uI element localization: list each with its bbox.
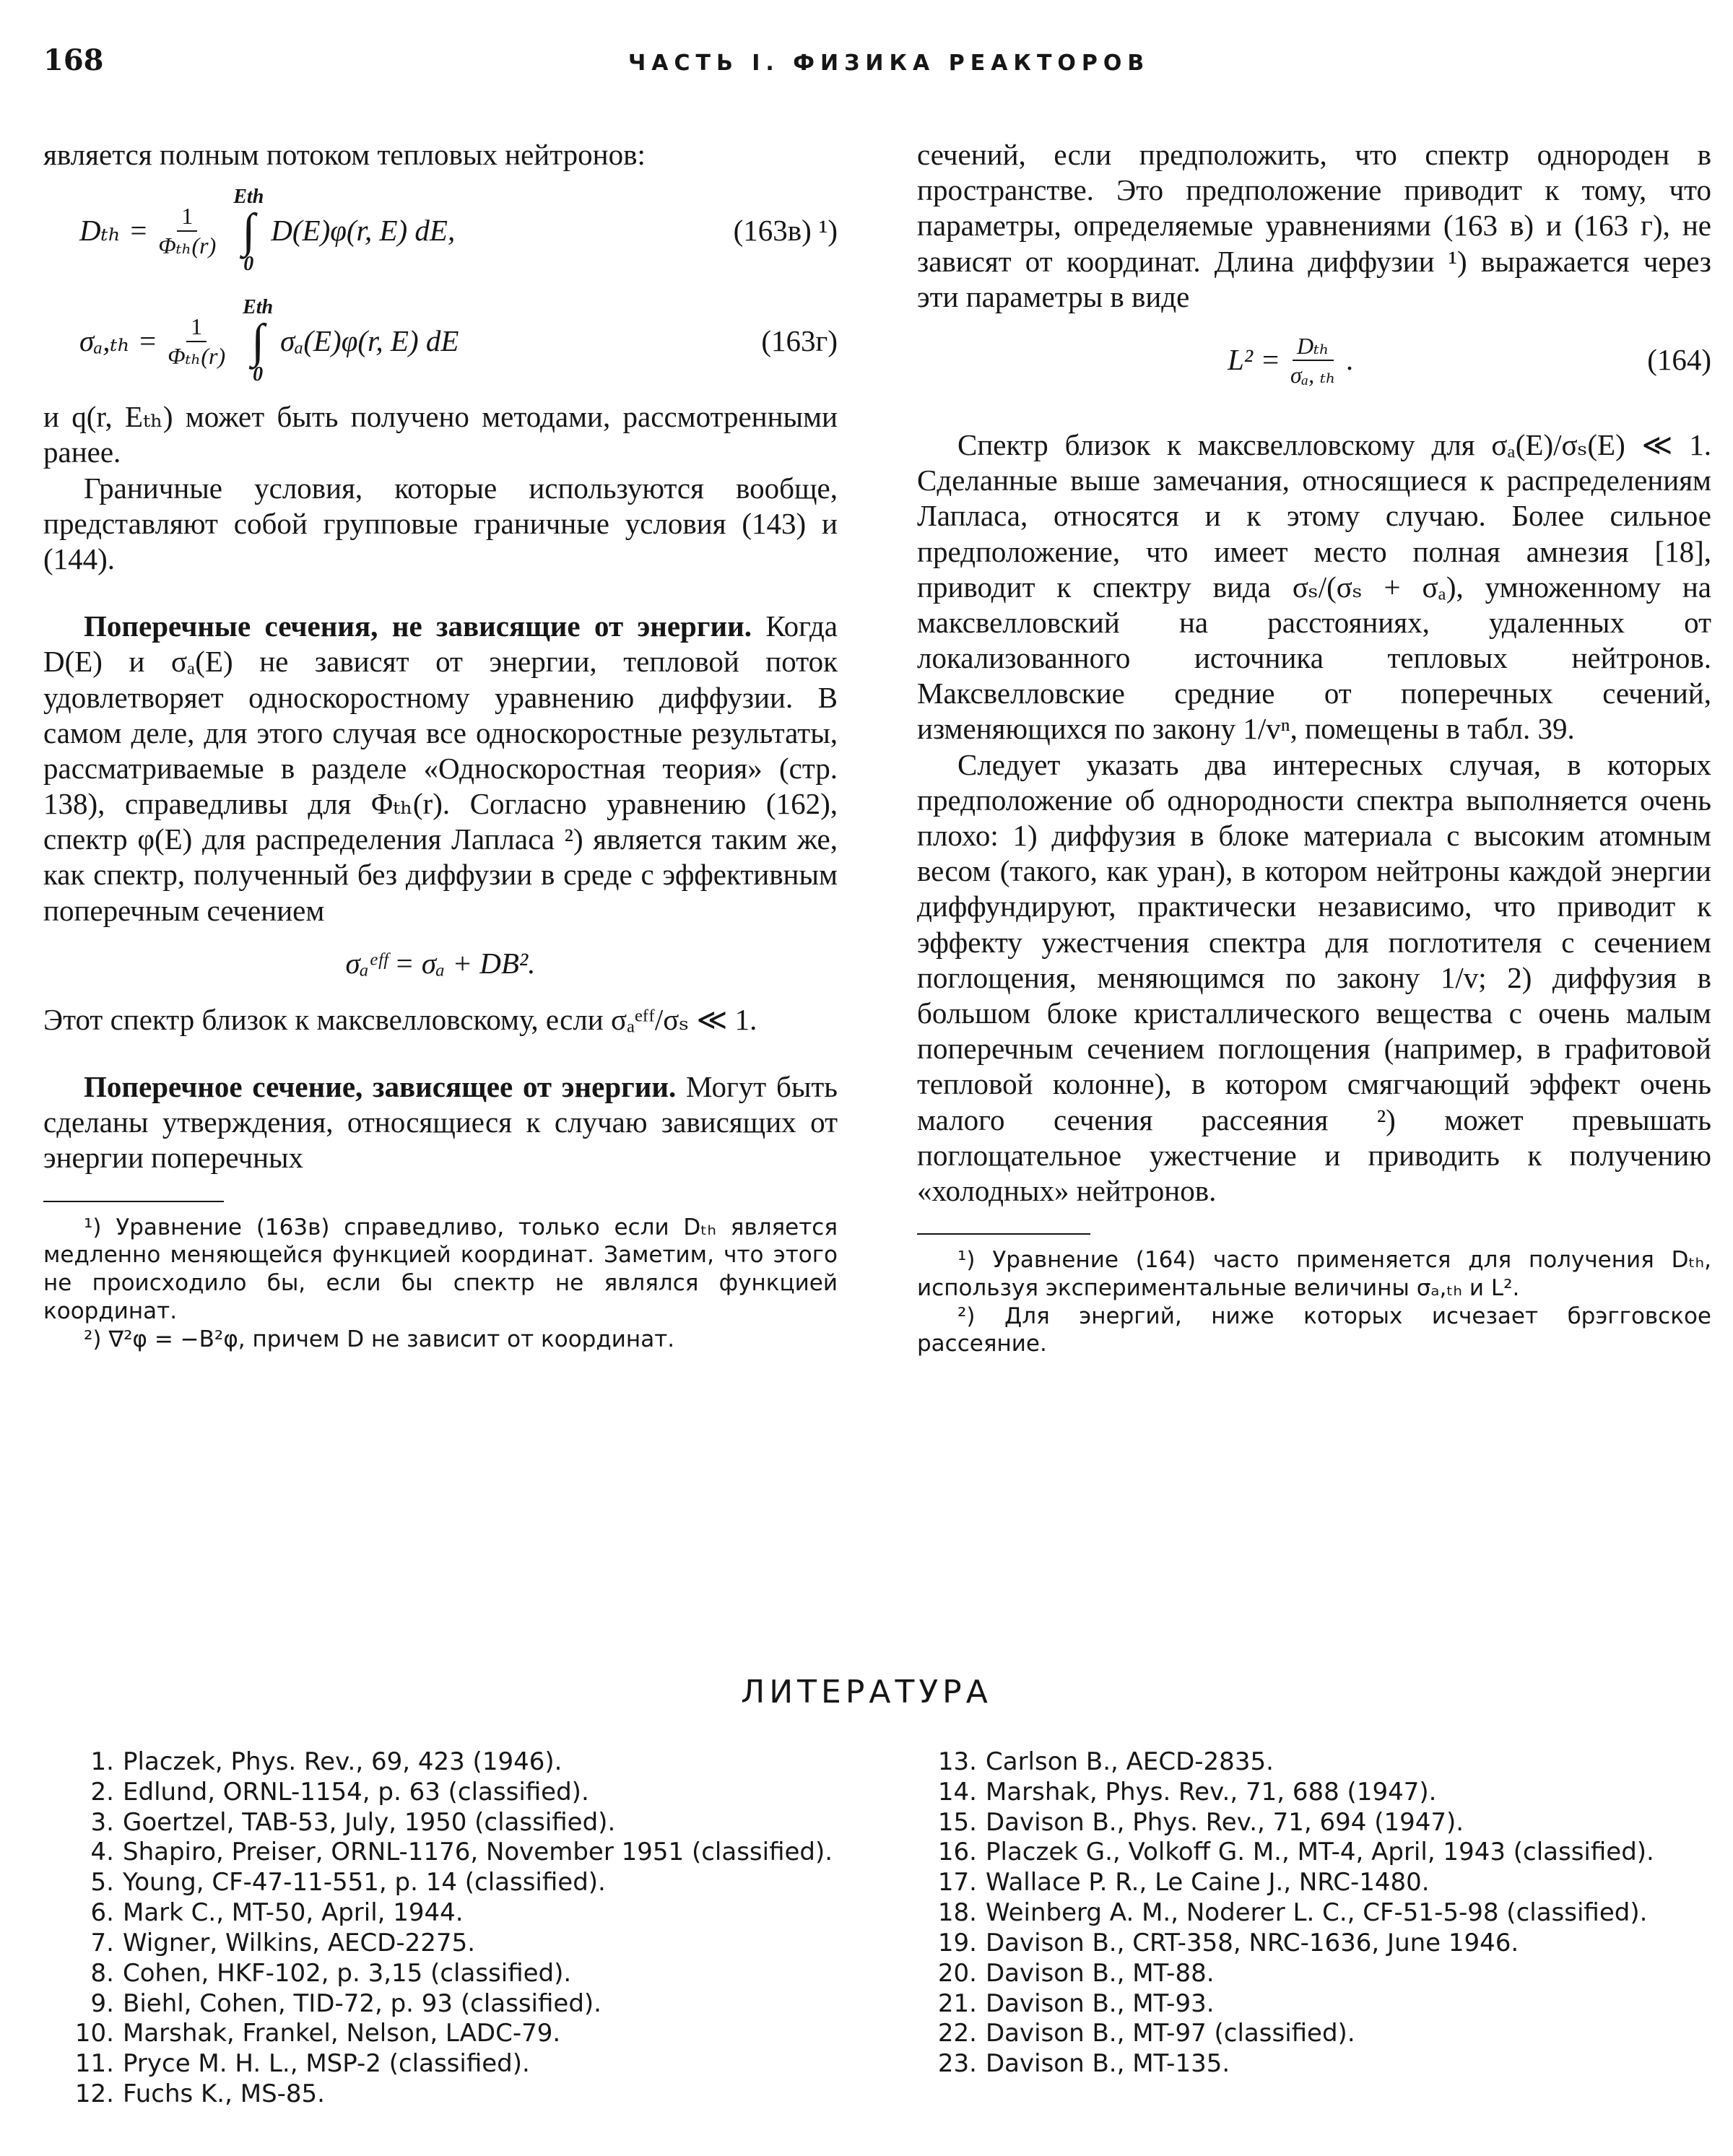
reference-item xyxy=(935,1868,1729,1898)
reference-text: Edlund, ORNL-1154, p. 63 (classified). xyxy=(123,1777,589,1807)
reference-text: Cohen, HKF-102, p. 3,15 (classified). xyxy=(123,1958,572,1988)
paragraph: и q(r, Eₜₕ) может быть получено методами, рассмотренными ранее. xyxy=(43,400,838,469)
reference-number: 9. xyxy=(90,1988,114,2018)
running-title: ЧАСТЬ I. ФИЗИКА РЕАКТОРОВ xyxy=(628,51,1150,76)
reference-text: Placzek G., Volkoff G. M., MT-4, April, 1943 (classified). xyxy=(986,1838,1654,1867)
footnote-1: ¹) Уравнение (163в) справедливо, только если Dₜₕ является медленно меняющейся функцией координат. Заметим, что этого не происходило бы, если бы спектр не являлся функцией координат. xyxy=(43,1214,838,1324)
paragraph: Спектр близок к максвелловскому для σₐ(E)/σₛ(E) ≪ 1. Сделанные выше замечания, относящиеся к распределениям Лапласа, относятся и к этому случаю. Более сильное предположение, что имеет место полная амнезия [18], приводит к спектру вида σₛ/(σₛ + σₐ), умноженному на максвелловский на расстояниях, удаленных от локализованного источника тепловых нейтронов. Максвелловские средние от поперечных сечений, изменяющихся по закону 1/vⁿ, помещены в табл. 39. xyxy=(917,427,1711,746)
reference-text: Shapiro, Preiser, ORNL-1176, November 1951 (classified). xyxy=(123,1838,833,1867)
reference-item xyxy=(935,1929,1729,1959)
section-paragraph xyxy=(43,1069,838,1176)
reference-number: 23. xyxy=(937,2049,977,2079)
eq-lhs: L² = xyxy=(1228,343,1281,377)
reference-item xyxy=(935,1778,1729,1808)
reference-text: Placzek, Phys. Rev., 69, 423 (1946). xyxy=(123,1747,563,1776)
reference-text: Wigner, Wilkins, AECD-2275. xyxy=(123,1928,476,1957)
eq-integrand: D(E)φ(r, E) dE, xyxy=(271,214,456,248)
equation-163v xyxy=(43,178,838,283)
reference-text: Young, CF-47-11-551, p. 14 (classified). xyxy=(123,1868,606,1898)
references-title: ЛИТЕРАТУРА xyxy=(741,1674,992,1711)
reference-item xyxy=(72,1898,866,1929)
reference-text: Carlson B., AECD-2835. xyxy=(986,1747,1274,1776)
reference-item xyxy=(72,1868,866,1898)
reference-number: 6. xyxy=(90,1898,114,1928)
reference-text: Davison B., CRT-358, NRC-1636, June 1946. xyxy=(986,1928,1519,1957)
equation-number: (164) xyxy=(1647,342,1711,376)
reference-number: 22. xyxy=(937,2019,977,2048)
reference-number: 19. xyxy=(937,1928,977,1957)
eq-numerator: 1 xyxy=(177,202,197,231)
reference-item xyxy=(935,2019,1729,2049)
reference-text: Biehl, Cohen, TID-72, p. 93 (classified). xyxy=(123,1988,601,2018)
reference-number: 3. xyxy=(90,1807,114,1837)
reference-item xyxy=(72,1929,866,1959)
eq-integrand: σₐ(E)φ(r, E) dE xyxy=(280,324,459,358)
upper-limit: Eth xyxy=(243,296,274,319)
reference-item xyxy=(935,2049,1729,2079)
footnote-1: ¹) Уравнение (164) часто применяется для получения Dₜₕ, используя экспериментальные величины σₐ,ₜₕ и L². xyxy=(917,1247,1711,1301)
reference-item xyxy=(72,2079,866,2110)
reference-item xyxy=(72,1838,866,1868)
eq-effective-text: σₐᵉᶠᶠ = σₐ + DB². xyxy=(345,946,536,980)
reference-item xyxy=(72,1747,866,1778)
equation-number: (163г) xyxy=(761,324,838,358)
reference-text: Davison B., Phys. Rev., 71, 694 (1947). xyxy=(986,1807,1464,1837)
reference-item xyxy=(72,1959,866,1989)
eq-numerator: 1 xyxy=(186,313,207,342)
equation-effective xyxy=(43,946,838,989)
reference-text: Mark C., MT-50, April, 1944. xyxy=(123,1898,464,1928)
reference-text: Pryce M. H. L., MSP-2 (classified). xyxy=(123,2049,530,2079)
reference-text: Davison B., MT-93. xyxy=(986,1988,1215,2018)
footnote-rule xyxy=(43,1201,224,1202)
reference-text: Davison B., MT-135. xyxy=(986,2049,1230,2079)
reference-number: 18. xyxy=(937,1898,977,1928)
upper-limit: Eth xyxy=(233,186,264,209)
eq-lhs: σₐ,ₜₕ = xyxy=(79,324,158,358)
reference-number: 2. xyxy=(90,1777,114,1807)
paragraph: Следует указать два интересных случая, в которых предположение об однородности спектра выполняется очень плохо: 1) диффузия в блоке материала с высоким атомным весом (такого, как уран), в котором нейтроны каждой энергии диффундируют, практически независимо, что приводит к эффекту ужестчения спектра для поглотителя с сечением поглощения, меняющимся по закону 1/v; 2) диффузия в большом блоке кристаллического вещества с очень малым поперечным сечением поглощения (например, в графитовой тепловой колонне), в котором смягчающий эффект очень малого сечения рассеяния ²) может превышать поглощательное ужестчение и приводить к получению «холодных» нейтронов. xyxy=(917,747,1711,1207)
paragraph-text: Могут быть сделаны утверждения, относящиеся к случаю зависящих от энергии поперечных xyxy=(43,1070,838,1175)
page-number: 168 xyxy=(43,43,104,77)
eq-denominator: Φₜₕ(r) xyxy=(168,342,226,369)
reference-number: 8. xyxy=(90,1958,114,1988)
reference-item xyxy=(935,1808,1729,1838)
reference-item xyxy=(72,1778,866,1808)
reference-number: 14. xyxy=(937,1777,977,1807)
reference-text: Davison B., MT-97 (classified). xyxy=(986,2019,1355,2048)
integral-sign: Eth ∫ 0 xyxy=(243,296,274,386)
eq-fraction xyxy=(154,202,220,259)
reference-text: Marshak, Phys. Rev., 71, 688 (1947). xyxy=(986,1777,1437,1807)
reference-item xyxy=(935,1959,1729,1989)
paragraph: Граничные условия, которые используются вообще, представляют собой групповые граничные условия (143) и (144). xyxy=(43,471,838,575)
intro-paragraph: является полным потоком тепловых нейтронов: xyxy=(43,138,646,171)
integral-sign: Eth ∫ 0 xyxy=(233,186,264,276)
reference-item xyxy=(935,1747,1729,1778)
eq-denominator: Φₜₕ(r) xyxy=(158,232,217,258)
reference-item xyxy=(935,1989,1729,2020)
reference-number: 7. xyxy=(90,1928,114,1957)
reference-number: 15. xyxy=(937,1807,977,1837)
reference-number: 4. xyxy=(90,1838,114,1867)
reference-item xyxy=(72,2019,866,2049)
reference-number: 13. xyxy=(937,1747,977,1776)
references-left-list xyxy=(72,1747,866,2110)
paragraph: сечений, если предположить, что спектр однороден в пространстве. Это предположение приводит к тому, что параметры, определяемые уравнениями (163 в) и (163 г), не зависят от координат. Длина диффузии ¹) выражается через эти параметры в виде xyxy=(917,138,1711,313)
reference-text: Weinberg A. M., Noderer L. C., CF-51-5-98 (classified). xyxy=(986,1898,1648,1928)
paragraph: Этот спектр близок к максвелловскому, если σₐᵉᶠᶠ/σₛ ≪ 1. xyxy=(43,1002,757,1036)
equation-164 xyxy=(917,321,1711,400)
eq-lhs: Dₜₕ = xyxy=(79,214,149,248)
section-heading: Поперечные сечения, не зависящие от энергии. xyxy=(84,609,752,643)
reference-item xyxy=(72,1989,866,2020)
right-column xyxy=(917,137,1711,1358)
eq-denominator: σₐ, ₜₕ xyxy=(1290,361,1336,388)
references-right-list xyxy=(935,1747,1729,2079)
reference-text: Wallace P. R., Le Caine J., NRC-1480. xyxy=(986,1868,1430,1898)
reference-item xyxy=(935,1838,1729,1868)
equation-number: (163в) ¹) xyxy=(733,214,838,248)
section-paragraph xyxy=(43,609,838,929)
reference-number: 17. xyxy=(937,1868,977,1898)
eq-tail: . xyxy=(1345,343,1354,377)
reference-number: 12. xyxy=(74,2079,114,2108)
lower-limit: 0 xyxy=(253,363,264,386)
reference-text: Marshak, Frankel, Nelson, LADC-79. xyxy=(123,2019,561,2048)
reference-number: 1. xyxy=(90,1747,114,1776)
equation-163g xyxy=(43,289,838,394)
reference-text: Davison B., MT-88. xyxy=(986,1958,1215,1988)
left-column xyxy=(43,137,838,1353)
footnote-2: ²) Для энергий, ниже которых исчезает брэгговское рассеяние. xyxy=(917,1303,1711,1357)
eq-fraction xyxy=(163,313,230,370)
reference-number: 5. xyxy=(90,1868,114,1898)
reference-number: 10. xyxy=(74,2019,114,2048)
eq-numerator: Dₜₕ xyxy=(1293,332,1334,361)
reference-text: Goertzel, TAB-53, July, 1950 (classified). xyxy=(123,1807,616,1837)
reference-item xyxy=(935,1898,1729,1929)
footnote-2: ²) ∇²φ = −B²φ, причем D не зависит от координат. xyxy=(84,1326,675,1352)
reference-number: 16. xyxy=(937,1838,977,1867)
reference-text: Fuchs K., MS-85. xyxy=(123,2079,325,2108)
eq-fraction xyxy=(1286,332,1340,389)
reference-number: 11. xyxy=(74,2049,114,2079)
footnote-rule xyxy=(917,1233,1090,1235)
lower-limit: 0 xyxy=(243,253,254,276)
reference-item xyxy=(72,2049,866,2079)
page-header xyxy=(43,43,1704,87)
reference-number: 20. xyxy=(937,1958,977,1988)
section-heading: Поперечное сечение, зависящее от энергии. xyxy=(84,1070,677,1103)
reference-item xyxy=(72,1808,866,1838)
paragraph-text: Когда D(E) и σₐ(E) не зависят от энергии, тепловой поток удовлетворяет односкоростному уравнению диффузии. В самом деле, для этого случая все односкоростные результаты, рассматриваемые в разделе «Односкоростная теория» (стр. 138), справедливы для Φₜₕ(r). Согласно уравнению (162), спектр φ(E) для распределения Лапласа ²) является таким же, как спектр, полученный без диффузии в среде с эффективным поперечным сечением xyxy=(43,609,838,927)
reference-number: 21. xyxy=(937,1988,977,2018)
